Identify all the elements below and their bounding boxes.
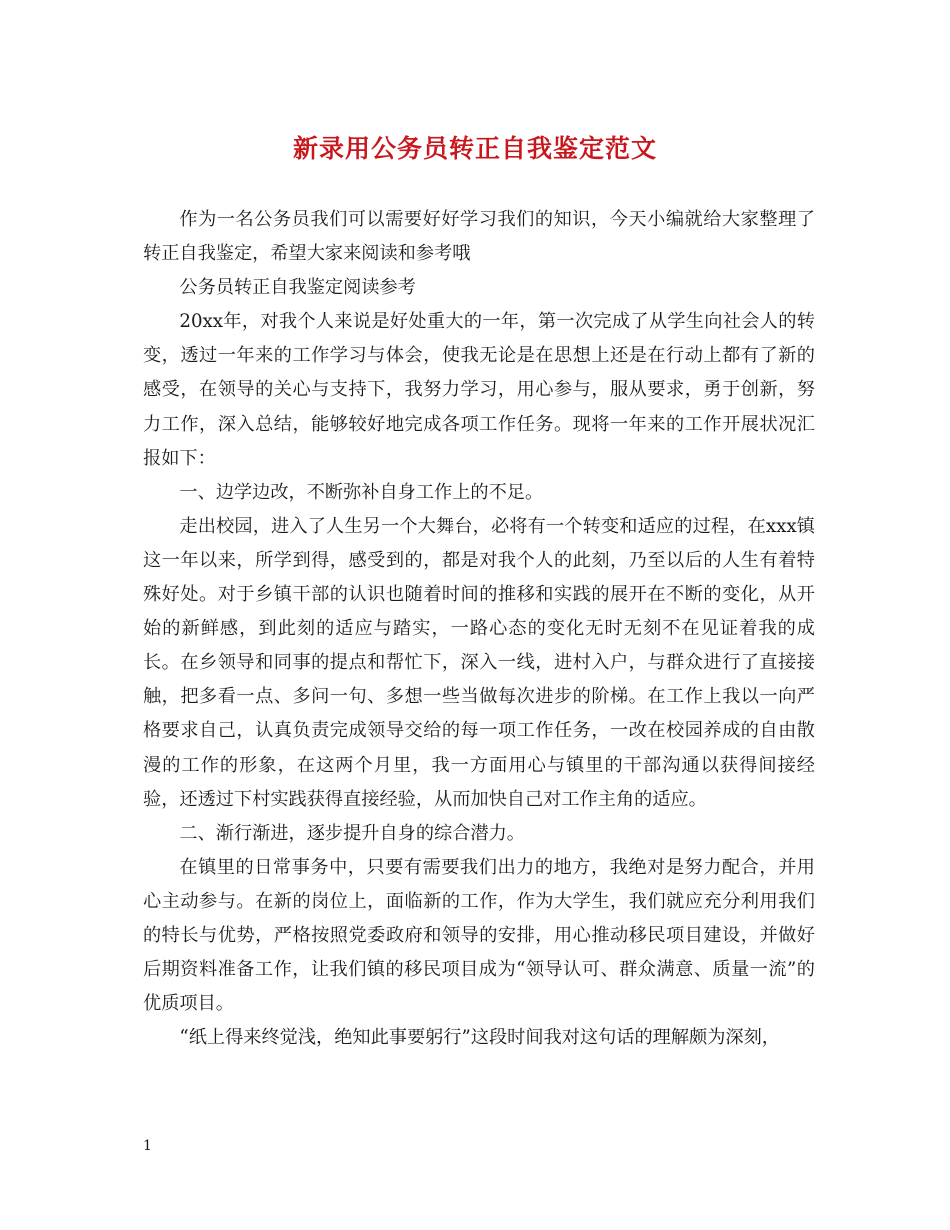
body-paragraph: 走出校园，进入了人生另一个大舞台，必将有一个转变和适应的过程，在xxx镇这一年以来，所学到得，感受到的，都是对我个人的此刻，乃至以后的人生有着特殊好处。对于乡镇干部的认识也随着时间的推移和实践的展开在不断的变化，从开始的新鲜感，到此刻的适应与踏实，一路心态的变化无时无刻不在见证着我的成长。在乡领导和同事的提点和帮忙下，深入一线，进村入户，与群众进行了直接接触，把多看一点、多问一句、多想一些当做每次进步的阶梯。在工作上我以一向严格要求自己，认真负责完成领导交给的每一项工作任务，一改在校园养成的自由散漫的工作的形象，在这两个月里，我一方面用心与镇里的干部沟通以获得间接经验，还透过下村实践获得直接经验，从而加快自己对工作主角的适应。 [143, 515, 815, 810]
page-number: 1 [143, 1138, 152, 1154]
document-body [143, 203, 815, 1055]
body-paragraph: 在镇里的日常事务中，只要有需要我们出力的地方，我绝对是努力配合，并用心主动参与。在新的岗位上，面临新的工作，作为大学生，我们就应充分利用我们的特长与优势，严格按照党委政府和领导的安排，用心推动移民项目建设，并做好后期资料准备工作，让我们镇的移民项目成为“领导认可、群众满意、质量一流”的优质项目。 [143, 856, 815, 1015]
intro-paragraph: 作为一名公务员我们可以需要好好学习我们的知识，今天小编就给大家整理了转正自我鉴定，希望大家来阅读和参考哦 [143, 209, 815, 265]
subtitle-paragraph: 公务员转正自我鉴定阅读参考 [179, 277, 416, 299]
body-paragraph: “纸上得来终觉浅，绝知此事要躬行”这段时间我对这句话的理解颇为深刻， [179, 1027, 780, 1049]
body-paragraph: 20xx年，对我个人来说是好处重大的一年，第一次完成了从学生向社会人的转变，透过一年来的工作学习与体会，使我无论是在思想上还是在行动上都有了新的感受，在领导的关心与支持下，我努力学习，用心参与，服从要求，勇于创新，努力工作，深入总结，能够较好地完成各项工作任务。现将一年来的工作开展状况汇报如下： [143, 311, 815, 469]
document-title: 新录用公务员转正自我鉴定范文 [292, 134, 657, 163]
section-heading: 一、边学边改，不断弥补自身工作上的不足。 [179, 481, 544, 503]
section-heading: 二、渐行渐进，逐步提升自身的综合潜力。 [179, 822, 525, 844]
